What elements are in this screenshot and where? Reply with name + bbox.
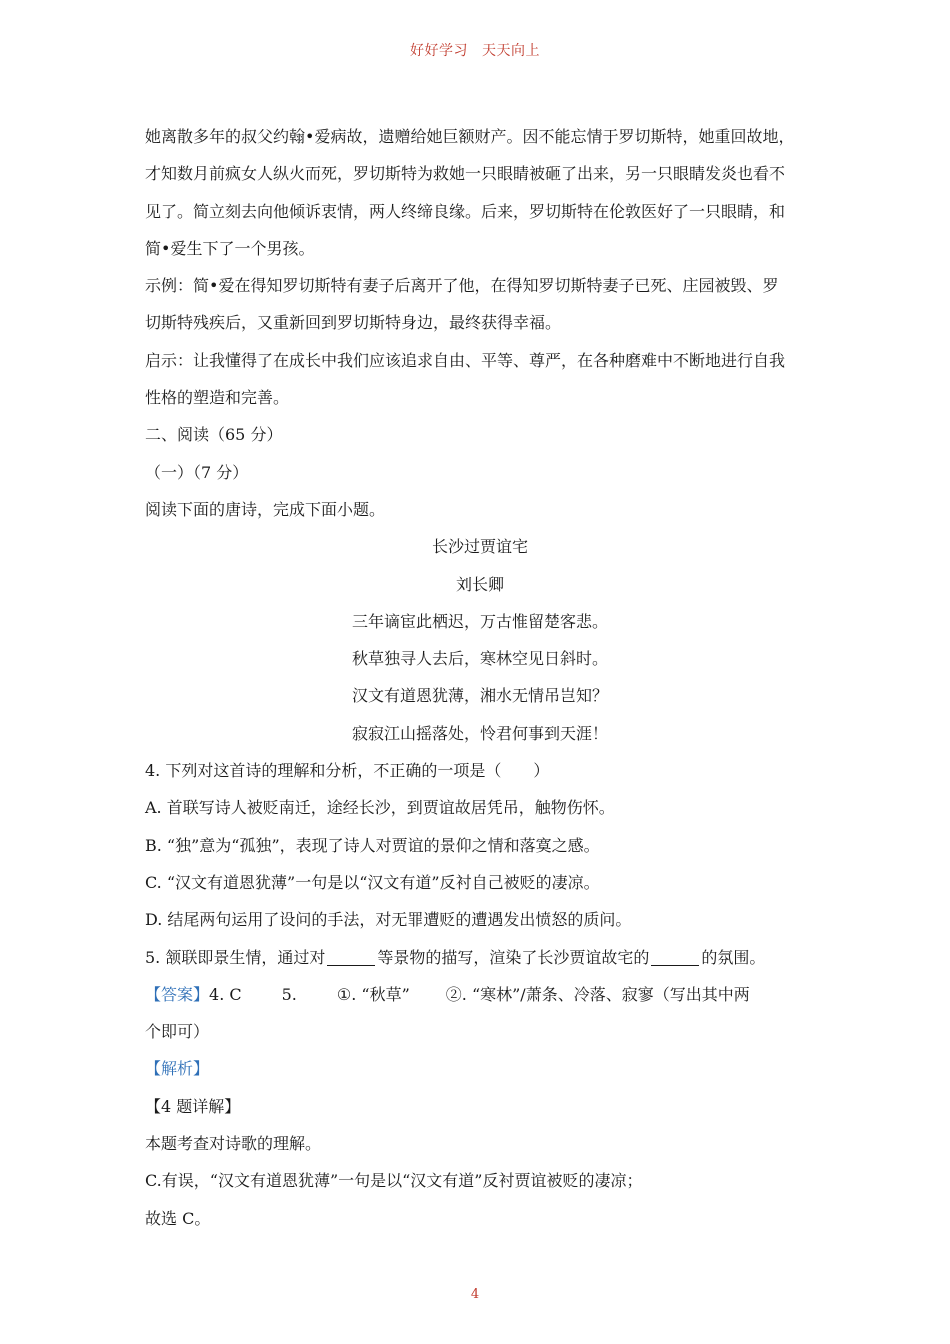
option-c: C. “汉文有道恩犹薄”一句是以“汉文有道”反衬自己被贬的凄凉。 bbox=[145, 872, 600, 892]
poem-line: 寂寂江山摇落处，怜君何事到天涯！ bbox=[351, 723, 608, 743]
poem-line: 汉文有道恩犹薄，湘水无情吊岂知？ bbox=[351, 686, 608, 706]
poem-line: 秋草独寻人去后，寒林空见日斜时。 bbox=[351, 649, 608, 669]
question-5-part3: 的氛围。 bbox=[701, 947, 766, 967]
analysis-line: 故选 C。 bbox=[145, 1208, 211, 1228]
poem-line: 三年谪宦此栖迟，万古惟留楚客悲。 bbox=[351, 611, 608, 631]
example-line: 切斯特残疾后，又重新回到罗切斯特身边，最终获得幸福。 bbox=[145, 313, 562, 333]
analysis-line: C.有误，“汉文有道恩犹薄”一句是以“汉文有道”反衬贾谊被贬的凄凉； bbox=[145, 1171, 643, 1191]
section-part: （一）（7 分） bbox=[145, 462, 249, 482]
summary-line: 才知数月前疯女人纵火而死，罗切斯特为救她一只眼睛被砸了出来，另一只眼睛发炎也看不 bbox=[145, 164, 786, 184]
question-5 bbox=[145, 939, 815, 976]
fill-blank bbox=[651, 947, 699, 966]
summary-line: 她离散多年的叔父约翰•爱病故，遗赠给她巨额财产。因不能忘情于罗切斯特，她重回故地， bbox=[145, 127, 795, 146]
answer-item-2: ②. “寒林”/萧条、冷落、寂寥（写出其中两 bbox=[445, 984, 750, 1004]
header-right-text: 天天向上 bbox=[482, 43, 540, 59]
insight-line: 性格的塑造和完善。 bbox=[145, 388, 290, 408]
page-header bbox=[0, 40, 950, 60]
fill-blank bbox=[327, 947, 375, 966]
section-instruction: 阅读下面的唐诗，完成下面小题。 bbox=[145, 499, 386, 519]
summary-line: 见了。简立刻去向他倾诉衷情，两人终缔良缘。后来，罗切斯特在伦敦医好了一只眼睛，和 bbox=[145, 201, 786, 221]
example-line: 示例：简•爱在得知罗切斯特有妻子后离开了他，在得知罗切斯特妻子已死、庄园被毁、罗 bbox=[145, 276, 779, 296]
question-5-part1: 5. 颔联即景生情，通过对 bbox=[145, 947, 326, 967]
page-number: 4 bbox=[470, 1287, 480, 1302]
answer-line bbox=[145, 976, 815, 1013]
poem-author: 刘长卿 bbox=[455, 574, 504, 594]
detail-title: 【4 题详解】 bbox=[145, 1096, 241, 1116]
analysis-line: 本题考查对诗歌的理解。 bbox=[145, 1134, 322, 1154]
answer-item-1: ①. “秋草” bbox=[336, 984, 410, 1004]
option-d: D. 结尾两句运用了设问的手法，对无罪遭贬的遭遇发出愤怒的质问。 bbox=[145, 910, 632, 930]
answer-continuation: 个即可） bbox=[145, 1022, 210, 1042]
answer-q4: 4. C bbox=[209, 984, 242, 1004]
question-4-stem: 4. 下列对这首诗的理解和分析，不正确的一项是（ ） bbox=[145, 761, 550, 781]
option-b: B. “独”意为“孤独”，表现了诗人对贾谊的景仰之情和落寞之感。 bbox=[145, 835, 600, 855]
poem-title: 长沙过贾谊宅 bbox=[431, 537, 528, 557]
header-left-text: 好好学习 bbox=[410, 43, 468, 59]
summary-line: 简•爱生下了一个男孩。 bbox=[145, 238, 315, 258]
insight-line: 启示：让我懂得了在成长中我们应该追求自由、平等、尊严，在各种磨难中不断地进行自我 bbox=[145, 350, 786, 370]
answer-q5-number: 5. bbox=[281, 984, 297, 1004]
answer-label: 【答案】 bbox=[145, 984, 210, 1004]
section-title: 二、阅读（65 分） bbox=[145, 425, 283, 445]
document-body bbox=[145, 118, 815, 1237]
analysis-label: 【解析】 bbox=[145, 1059, 210, 1079]
option-a: A. 首联写诗人被贬南迁，途经长沙，到贾谊故居凭吊，触物伤怀。 bbox=[145, 798, 615, 818]
question-5-part2: 等景物的描写，渲染了长沙贾谊故宅的 bbox=[377, 947, 650, 967]
